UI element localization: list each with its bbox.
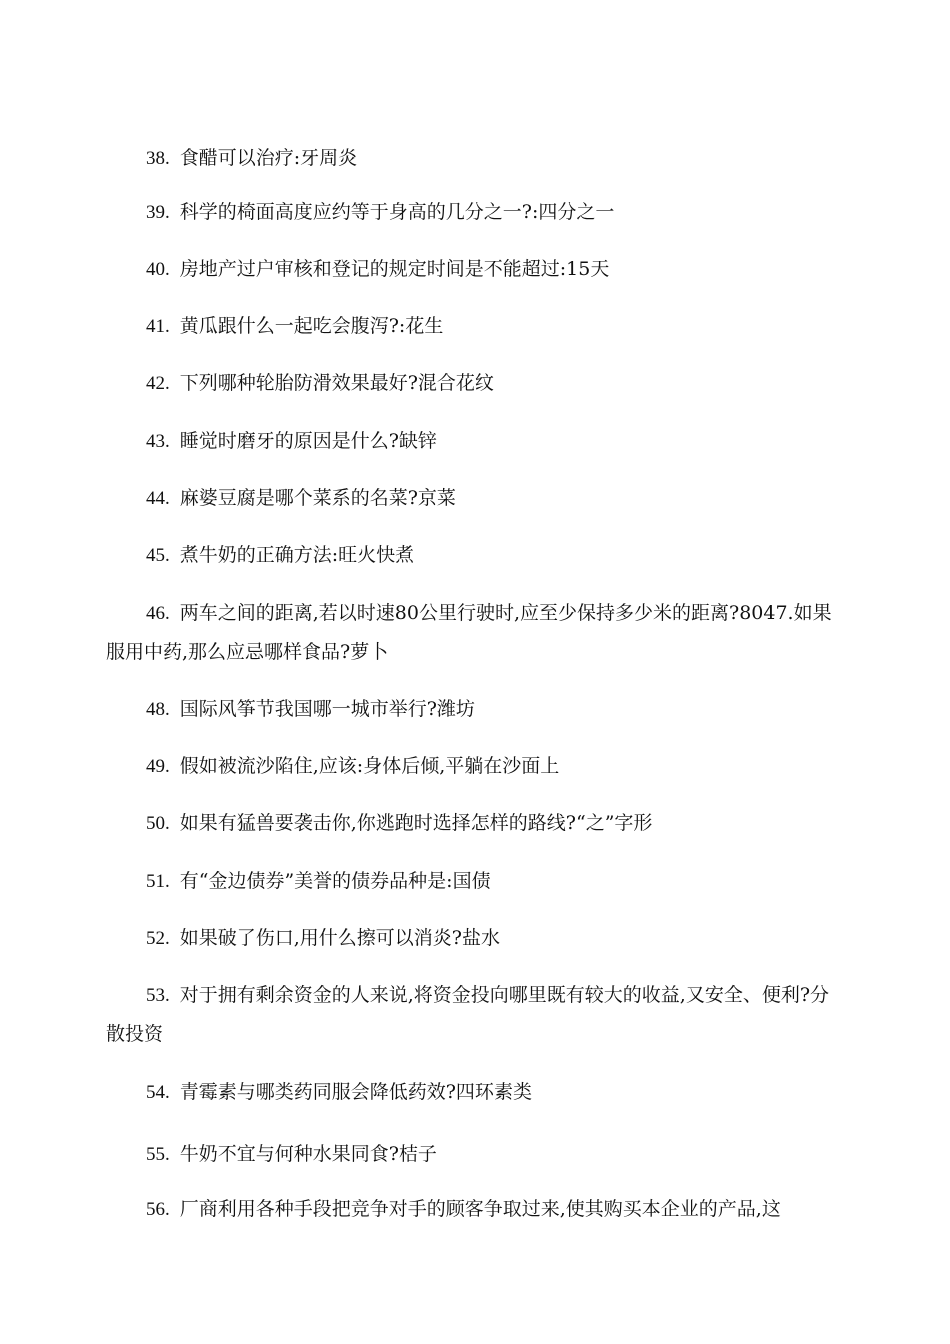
item-text: 下列哪种轮胎防滑效果最好?混合花纹 bbox=[179, 372, 494, 394]
item-number: 49. bbox=[146, 756, 170, 777]
item-number: 44. bbox=[146, 488, 170, 509]
item-text: 对于拥有剩余资金的人来说,将资金投向哪里既有较大的收益,又安全、便利?分散投资 bbox=[106, 984, 830, 1045]
list-item bbox=[106, 250, 846, 289]
item-number: 42. bbox=[146, 373, 170, 394]
item-number: 43. bbox=[146, 431, 170, 452]
list-item bbox=[106, 193, 846, 232]
item-text: 食醋可以治疗:牙周炎 bbox=[179, 147, 358, 169]
item-text: 假如被流沙陷住,应该:身体后倾,平躺在沙面上 bbox=[179, 755, 560, 777]
list-item bbox=[106, 479, 846, 518]
item-number: 40. bbox=[146, 259, 170, 280]
item-number: 54. bbox=[146, 1082, 170, 1103]
list-item bbox=[106, 364, 846, 403]
list-item bbox=[106, 804, 846, 843]
item-text: 煮牛奶的正确方法:旺火快煮 bbox=[179, 544, 415, 566]
item-text: 房地产过户审核和登记的规定时间是不能超过:15天 bbox=[179, 258, 610, 280]
item-text: 青霉素与哪类药同服会降低药效?四环素类 bbox=[179, 1081, 532, 1103]
list-item bbox=[106, 1190, 846, 1229]
item-text: 麻婆豆腐是哪个菜系的名菜?京菜 bbox=[179, 487, 456, 509]
list-item bbox=[106, 139, 846, 178]
item-number: 45. bbox=[146, 545, 170, 566]
item-number: 52. bbox=[146, 928, 170, 949]
list-item bbox=[106, 690, 846, 729]
list-item bbox=[106, 536, 846, 575]
item-number: 53. bbox=[146, 985, 170, 1006]
list-item bbox=[106, 307, 846, 346]
list-item bbox=[106, 862, 846, 901]
item-number: 38. bbox=[146, 148, 170, 169]
item-text: 国际风筝节我国哪一城市举行?潍坊 bbox=[179, 698, 475, 720]
item-number: 46. bbox=[146, 603, 170, 624]
list-item bbox=[106, 976, 846, 1054]
item-text: 黄瓜跟什么一起吃会腹泻?:花生 bbox=[179, 315, 444, 337]
list-item bbox=[106, 1135, 846, 1174]
item-number: 51. bbox=[146, 871, 170, 892]
list-item bbox=[106, 919, 846, 958]
item-text: 两车之间的距离,若以时速80公里行驶时,应至少保持多少米的距离?8047.如果服用中药,那么应忌哪样食品?萝卜 bbox=[106, 602, 832, 663]
item-text: 牛奶不宜与何种水果同食?桔子 bbox=[179, 1143, 437, 1165]
item-number: 56. bbox=[146, 1199, 170, 1220]
item-number: 48. bbox=[146, 699, 170, 720]
list-item bbox=[106, 594, 846, 672]
item-text: 科学的椅面高度应约等于身高的几分之一?:四分之一 bbox=[179, 201, 615, 223]
item-text: 如果破了伤口,用什么擦可以消炎?盐水 bbox=[179, 927, 500, 949]
item-number: 50. bbox=[146, 813, 170, 834]
item-text: 厂商利用各种手段把竞争对手的顾客争取过来,使其购买本企业的产品,这 bbox=[179, 1198, 781, 1220]
list-item bbox=[106, 1073, 846, 1112]
item-number: 39. bbox=[146, 202, 170, 223]
item-text: 睡觉时磨牙的原因是什么?缺锌 bbox=[179, 430, 437, 452]
item-number: 55. bbox=[146, 1144, 170, 1165]
list-item bbox=[106, 422, 846, 461]
item-text: 有“金边债券”美誉的债券品种是:国债 bbox=[179, 870, 491, 892]
list-item bbox=[106, 747, 846, 786]
item-text: 如果有猛兽要袭击你,你逃跑时选择怎样的路线?“之”字形 bbox=[179, 812, 653, 834]
item-number: 41. bbox=[146, 316, 170, 337]
